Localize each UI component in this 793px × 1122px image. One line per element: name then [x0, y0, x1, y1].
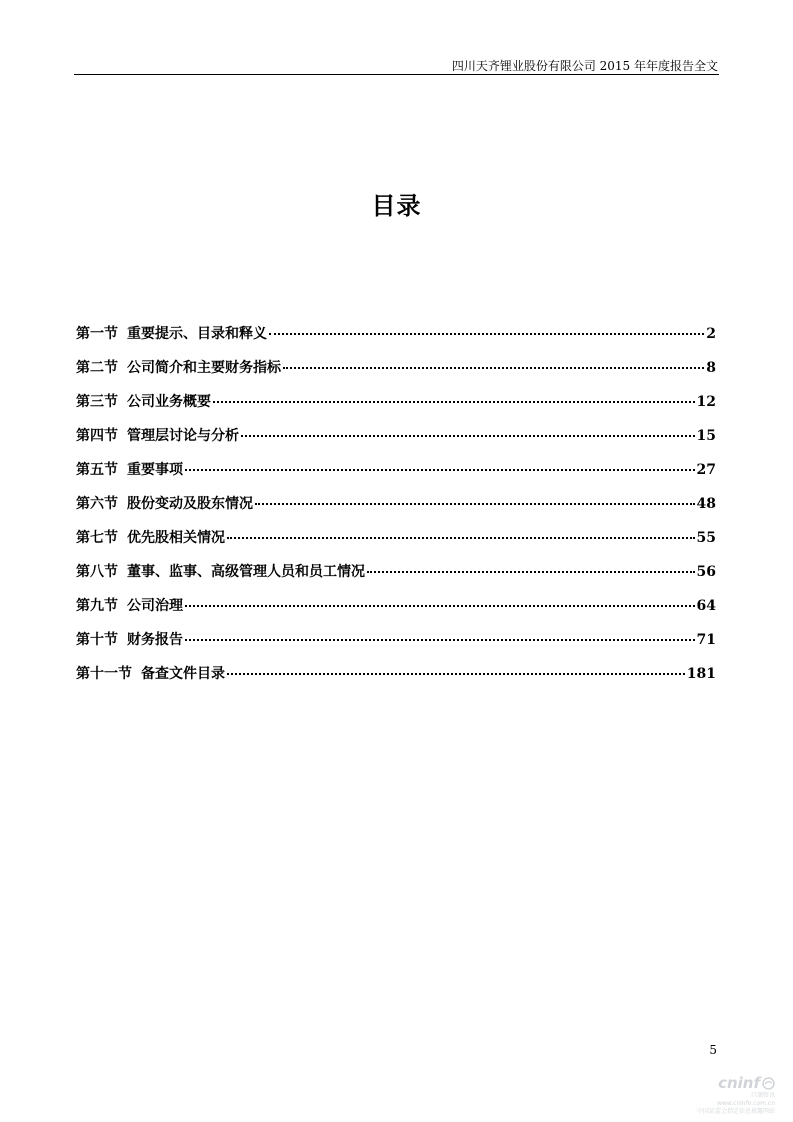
toc-page-number: 181 [686, 666, 716, 682]
toc-entry-6[interactable] [76, 493, 716, 527]
toc-page-number: 8 [706, 360, 716, 376]
toc-dot-leader [185, 605, 695, 607]
toc-section-number: 第二节 [76, 360, 118, 376]
toc-page-number: 48 [696, 496, 716, 512]
toc-section-number: 第七节 [76, 530, 118, 546]
toc-entry-3[interactable] [76, 391, 716, 425]
toc-section-number: 第五节 [76, 462, 118, 478]
header-title: 四川天齐锂业股份有限公司 2015 年年度报告全文 [451, 59, 718, 73]
toc-entry-label: 管理层讨论与分析 [127, 428, 239, 444]
toc-entry-9[interactable] [76, 595, 716, 629]
toc-page-number: 12 [696, 394, 716, 410]
toc-entry-label: 重要事项 [127, 462, 183, 478]
toc-section-number: 第三节 [76, 394, 118, 410]
toc-page-number: 64 [696, 598, 716, 614]
toc-entry-label: 股份变动及股东情况 [127, 496, 253, 512]
toc-entry-label: 公司业务概要 [127, 394, 211, 410]
toc-entry-2[interactable] [76, 357, 716, 391]
header-divider [74, 74, 719, 75]
cninf-logo-icon [762, 1077, 775, 1090]
watermark-brand: cninf [718, 1074, 760, 1092]
toc-dot-leader [283, 367, 704, 369]
toc-section-number: 第九节 [76, 598, 118, 614]
toc-dot-leader [185, 469, 695, 471]
toc-entry-1[interactable] [76, 323, 716, 357]
toc-entry-5[interactable] [76, 459, 716, 493]
watermark [693, 1074, 775, 1116]
toc-page-number: 55 [696, 530, 716, 546]
toc-section-number: 第八节 [76, 564, 118, 580]
toc-page-number: 15 [696, 428, 716, 444]
toc-page-number: 27 [696, 462, 716, 478]
watermark-tagline: 中国证监会指定信息披露网站 [696, 1108, 775, 1115]
toc-dot-leader [185, 639, 695, 641]
toc-section-number: 第一节 [76, 326, 118, 342]
toc-dot-leader [213, 401, 695, 403]
watermark-url: www.cninfo.com.cn [716, 1100, 775, 1107]
toc-entry-label: 财务报告 [127, 632, 183, 648]
toc-entry-10[interactable] [76, 629, 716, 663]
toc-entry-label: 公司简介和主要财务指标 [127, 360, 281, 376]
watermark-logo [693, 1074, 775, 1092]
toc-page-number: 56 [696, 564, 716, 580]
toc-title: 目录 [371, 192, 422, 220]
toc-dot-leader [255, 503, 695, 505]
page-number: 5 [709, 1043, 717, 1057]
toc-dot-leader [227, 537, 695, 539]
table-of-contents [76, 323, 716, 697]
toc-section-number: 第十一节 [76, 666, 132, 682]
toc-entry-label: 重要提示、目录和释义 [127, 326, 267, 342]
toc-page-number: 2 [706, 326, 716, 342]
toc-entry-label: 董事、监事、高级管理人员和员工情况 [127, 564, 365, 580]
toc-dot-leader [367, 571, 695, 573]
toc-section-number: 第六节 [76, 496, 118, 512]
toc-entry-label: 备查文件目录 [141, 666, 225, 682]
toc-entry-8[interactable] [76, 561, 716, 595]
toc-entry-label: 公司治理 [127, 598, 183, 614]
toc-section-number: 第十节 [76, 632, 118, 648]
toc-entry-7[interactable] [76, 527, 716, 561]
toc-dot-leader [241, 435, 695, 437]
toc-dot-leader [269, 333, 704, 335]
watermark-subtitle: 巨潮资讯 [750, 1092, 775, 1099]
toc-section-number: 第四节 [76, 428, 118, 444]
toc-dot-leader [227, 673, 685, 675]
toc-entry-4[interactable] [76, 425, 716, 459]
toc-entry-11[interactable] [76, 663, 716, 697]
toc-entry-label: 优先股相关情况 [127, 530, 225, 546]
toc-page-number: 71 [696, 632, 716, 648]
